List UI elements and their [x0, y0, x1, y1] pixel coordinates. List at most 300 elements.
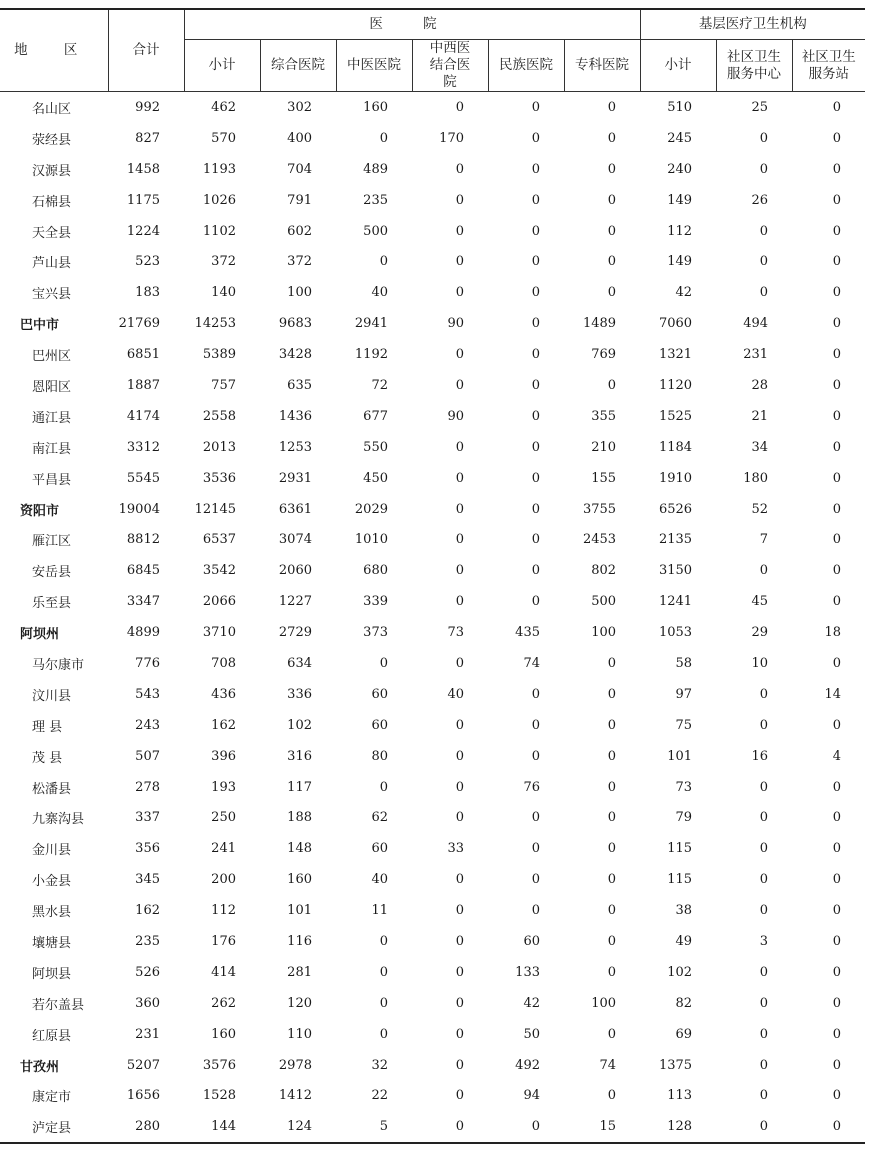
primary-care-group-header: 基层医疗卫生机构: [640, 9, 865, 40]
community-center-value: 0: [759, 285, 769, 301]
community-station-value: 0: [832, 223, 842, 239]
integrated-hospital-value: 0: [455, 347, 464, 363]
region-name: 宝兴县: [32, 287, 72, 303]
community-center-header: 社区卫生服务中心: [716, 40, 792, 92]
specialty-hospital-value: 0: [607, 192, 617, 208]
region-name: 恩阳区: [32, 379, 72, 395]
hospital-subtotal-value: 144: [184, 1111, 260, 1143]
table-row: [0, 370, 865, 401]
region-name: 巴州区: [32, 349, 72, 365]
integrated-hospital-value: 0: [455, 872, 464, 888]
hospital-subtotal-value: 3710: [202, 625, 236, 641]
integrated-hospital-value: 0: [455, 192, 464, 208]
ethnic-hospital-value: 0: [531, 717, 540, 733]
community-station-value: 0: [832, 903, 842, 919]
table-row: [0, 432, 865, 463]
city-row: [0, 1050, 865, 1081]
total-value: 235: [135, 933, 160, 949]
total-value: 1887: [126, 377, 160, 393]
region-name: 小金县: [32, 874, 72, 890]
community-station-value: 0: [832, 563, 842, 579]
specialty-hospital-value: 802: [591, 563, 617, 579]
community-center-value: 7: [759, 532, 769, 548]
specialty-hospital-value: 0: [607, 810, 617, 826]
table-row: [0, 586, 865, 617]
specialty-hospital-value: 100: [591, 625, 617, 641]
total-value: 776: [135, 655, 160, 671]
ethnic-hospital-value: 0: [488, 1111, 564, 1143]
specialty-hospital-value: 0: [607, 1088, 617, 1104]
integrated-hospital-value: 90: [447, 316, 464, 332]
region-column-header: 地 区: [0, 9, 108, 92]
tcm-hospital-value: 0: [379, 655, 388, 671]
table-row: [0, 216, 865, 247]
total-value: 1175: [126, 192, 160, 208]
hospital-subtotal-value: 14253: [194, 316, 236, 332]
total-value: 356: [135, 841, 160, 857]
total-value: 507: [135, 748, 160, 764]
table-row: [0, 833, 865, 864]
ethnic-hospital-value: 0: [531, 99, 540, 115]
tcm-hospital-value: 0: [379, 254, 388, 270]
hospital-subtotal-value: 262: [211, 995, 236, 1011]
total-value: 5545: [126, 470, 160, 486]
total-value: 1656: [126, 1088, 160, 1104]
hospital-subtotal-value: 2558: [202, 408, 236, 424]
total-value: 183: [135, 285, 160, 301]
primary-subtotal-value: 1375: [658, 1057, 693, 1073]
table-row: [0, 277, 865, 308]
primary-subtotal-header: 小计: [640, 40, 716, 92]
community-center-value: 0: [759, 223, 769, 239]
ethnic-hospital-value: 42: [523, 995, 540, 1011]
integrated-hospital-value: 0: [455, 254, 464, 270]
integrated-hospital-value: 0: [455, 285, 464, 301]
integrated-hospital-value: 0: [455, 99, 464, 115]
table-header: [0, 9, 865, 92]
region-name: 名山区: [32, 101, 72, 117]
ethnic-hospital-value: 0: [531, 130, 540, 146]
total-value: 543: [135, 686, 160, 702]
total-value: 3347: [126, 594, 160, 610]
tcm-hospital-header: 中医医院: [336, 40, 412, 92]
hospital-subtotal-value: 162: [211, 717, 236, 733]
general-hospital-value: 188: [287, 810, 312, 826]
hospital-subtotal-value: 1528: [202, 1088, 236, 1104]
community-center-value: 3: [759, 933, 769, 949]
ethnic-hospital-value: 74: [523, 655, 540, 671]
integrated-hospital-value: 0: [455, 903, 464, 919]
community-station-value: 14: [824, 686, 842, 702]
community-station-value: 0: [832, 810, 842, 826]
hospital-subtotal-value: 570: [211, 130, 236, 146]
integrated-hospital-value: 0: [455, 161, 464, 177]
hospital-subtotal-value: 372: [211, 254, 236, 270]
general-hospital-value: 100: [287, 285, 312, 301]
hospital-subtotal-value: 1102: [202, 223, 236, 239]
community-station-value: 0: [832, 964, 842, 980]
community-station-value: 0: [832, 408, 842, 424]
community-station-value: 0: [832, 532, 842, 548]
general-hospital-value: 1253: [278, 439, 312, 455]
region-name: 马尔康市: [32, 657, 85, 673]
primary-subtotal-value: 101: [667, 748, 693, 764]
city-row: [0, 494, 865, 525]
community-center-value: 0: [759, 995, 769, 1011]
general-hospital-value: 9683: [278, 316, 312, 332]
total-value: 21769: [118, 316, 160, 332]
total-value: 1224: [126, 223, 160, 239]
hospital-subtotal-value: 1026: [202, 192, 236, 208]
community-station-value: 0: [832, 872, 842, 888]
community-station-value: 0: [832, 1088, 842, 1104]
integrated-hospital-value: 0: [455, 223, 464, 239]
table-row: [0, 895, 865, 926]
tcm-hospital-value: 40: [371, 285, 388, 301]
primary-subtotal-value: 58: [675, 655, 693, 671]
community-center-value: 0: [759, 1026, 769, 1042]
ethnic-hospital-value: 0: [531, 347, 540, 363]
specialty-hospital-value: 0: [607, 655, 617, 671]
table-row: [0, 339, 865, 370]
hospital-subtotal-value: 396: [211, 748, 236, 764]
tcm-hospital-value: 0: [379, 964, 388, 980]
ethnic-hospital-value: 50: [523, 1026, 540, 1042]
tcm-hospital-value: 60: [371, 841, 388, 857]
region-name: 汶川县: [32, 688, 72, 704]
table-row: [0, 1111, 865, 1143]
table-row: [0, 926, 865, 957]
community-station-value: 0: [832, 377, 842, 393]
primary-subtotal-value: 97: [675, 686, 693, 702]
integrated-hospital-value: 0: [455, 779, 464, 795]
ethnic-hospital-value: 0: [531, 748, 540, 764]
table-row: [0, 123, 865, 154]
general-hospital-value: 101: [287, 903, 312, 919]
health-institutions-table: [0, 8, 865, 1144]
region-name: 南江县: [32, 441, 72, 457]
community-center-value: 0: [759, 1057, 769, 1073]
tcm-hospital-value: 32: [371, 1057, 388, 1073]
community-station-value: 0: [832, 316, 842, 332]
ethnic-hospital-header: 民族医院: [488, 40, 564, 92]
total-value: 5207: [126, 1057, 160, 1073]
total-value: 243: [135, 717, 160, 733]
specialty-hospital-value: 0: [607, 130, 617, 146]
general-hospital-value: 635: [287, 377, 312, 393]
total-column-header: 合计: [108, 9, 184, 92]
community-center-value: 0: [759, 717, 769, 733]
community-station-value: 0: [832, 161, 842, 177]
community-station-value: 18: [824, 625, 842, 641]
region-name: 理 县: [32, 719, 63, 735]
community-center-value: 0: [759, 810, 769, 826]
hospital-subtotal-value: 708: [211, 655, 236, 671]
region-name: 安岳县: [32, 565, 72, 581]
table-row: [0, 648, 865, 679]
specialty-hospital-value: 0: [607, 1026, 617, 1042]
specialty-hospital-value: 0: [607, 933, 617, 949]
tcm-hospital-value: 0: [379, 779, 388, 795]
specialty-hospital-value: 0: [607, 285, 617, 301]
primary-subtotal-value: 115: [667, 872, 693, 888]
hospital-subtotal-value: 436: [211, 686, 236, 702]
general-hospital-value: 2060: [278, 563, 312, 579]
community-station-value: 0: [832, 347, 842, 363]
community-station-value: 0: [832, 192, 842, 208]
total-value: 6845: [126, 563, 160, 579]
community-center-value: 0: [759, 130, 769, 146]
tcm-hospital-value: 680: [363, 563, 388, 579]
community-station-value: 0: [792, 1111, 865, 1143]
ethnic-hospital-value: 0: [531, 686, 540, 702]
tcm-hospital-value: 40: [371, 872, 388, 888]
primary-subtotal-value: 38: [675, 903, 693, 919]
general-hospital-value: 148: [287, 841, 312, 857]
total-value: 4174: [126, 408, 160, 424]
general-hospital-value: 102: [287, 717, 312, 733]
integrated-hospital-value: 0: [455, 964, 464, 980]
ethnic-hospital-value: 94: [523, 1088, 540, 1104]
hospital-subtotal-value: 3576: [202, 1057, 236, 1073]
total-value: 278: [135, 779, 160, 795]
community-station-value: 0: [832, 254, 842, 270]
general-hospital-value: 316: [287, 748, 312, 764]
hospital-subtotal-value: 250: [211, 810, 236, 826]
ethnic-hospital-value: 60: [523, 933, 540, 949]
general-hospital-value: 634: [287, 655, 312, 671]
specialty-hospital-value: 500: [591, 594, 617, 610]
region-name: 石棉县: [32, 194, 72, 210]
table-row: [0, 988, 865, 1019]
ethnic-hospital-value: 0: [531, 161, 540, 177]
specialty-hospital-header: 专科医院: [564, 40, 640, 92]
community-station-value: 0: [832, 995, 842, 1011]
total-value: 4899: [126, 625, 160, 641]
general-hospital-value: 336: [287, 686, 312, 702]
integrated-hospital-value: 0: [412, 1111, 488, 1143]
table-row: [0, 1019, 865, 1050]
community-station-value: 0: [832, 1057, 842, 1073]
total-value: 992: [135, 99, 160, 115]
region-name: 黑水县: [32, 905, 72, 921]
integrated-hospital-value: 33: [447, 841, 464, 857]
primary-subtotal-value: 42: [675, 285, 693, 301]
hospital-subtotal-value: 6537: [202, 532, 236, 548]
specialty-hospital-value: 0: [607, 377, 617, 393]
tcm-hospital-value: 0: [379, 933, 388, 949]
total-value: 3312: [126, 439, 160, 455]
primary-subtotal-value: 75: [675, 717, 693, 733]
community-station-value: 0: [832, 841, 842, 857]
community-center-value: 0: [759, 872, 769, 888]
region-name: 乐至县: [32, 596, 72, 612]
general-hospital-value: 3428: [278, 347, 312, 363]
integrated-hospital-value: 0: [455, 439, 464, 455]
tcm-hospital-value: 80: [371, 748, 388, 764]
integrated-hospital-value: 0: [455, 501, 464, 517]
region-name: 荥经县: [32, 132, 72, 148]
specialty-hospital-value: 0: [607, 779, 617, 795]
total-value: 6851: [126, 347, 160, 363]
ethnic-hospital-value: 0: [531, 501, 540, 517]
primary-subtotal-value: 245: [667, 130, 693, 146]
general-hospital-value: 6361: [278, 501, 312, 517]
integrated-hospital-value: 0: [455, 717, 464, 733]
primary-subtotal-value: 149: [667, 254, 693, 270]
integrated-hospital-value: 40: [447, 686, 464, 702]
tcm-hospital-value: 60: [371, 686, 388, 702]
integrated-hospital-value: 0: [455, 748, 464, 764]
ethnic-hospital-value: 0: [531, 316, 540, 332]
specialty-hospital-value: 0: [607, 841, 617, 857]
ethnic-hospital-value: 133: [515, 964, 540, 980]
primary-subtotal-value: 3150: [658, 563, 693, 579]
ethnic-hospital-value: 0: [531, 563, 540, 579]
specialty-hospital-value: 1489: [582, 316, 617, 332]
total-value: 360: [135, 995, 160, 1011]
tcm-hospital-value: 72: [371, 377, 388, 393]
general-hospital-value: 2931: [278, 470, 312, 486]
table-row: [0, 772, 865, 803]
total-value: 337: [135, 810, 160, 826]
hospital-subtotal-value: 2066: [202, 594, 236, 610]
community-station-value: 0: [832, 779, 842, 795]
primary-subtotal-value: 113: [667, 1088, 693, 1104]
integrated-hospital-value: 73: [447, 625, 464, 641]
table-row: [0, 555, 865, 586]
community-station-value: 0: [832, 1026, 842, 1042]
table-row: [0, 741, 865, 772]
tcm-hospital-value: 2941: [354, 316, 388, 332]
tcm-hospital-value: 160: [363, 99, 388, 115]
community-center-value: 180: [743, 470, 769, 486]
specialty-hospital-value: 2453: [582, 532, 617, 548]
primary-subtotal-value: 128: [640, 1111, 716, 1143]
community-station-value: 0: [832, 655, 842, 671]
primary-subtotal-value: 1241: [658, 594, 693, 610]
total-value: 280: [108, 1111, 184, 1143]
ethnic-hospital-value: 76: [523, 779, 540, 795]
hospital-subtotal-value: 112: [211, 903, 236, 919]
primary-subtotal-value: 510: [667, 99, 693, 115]
general-hospital-value: 117: [287, 779, 312, 795]
region-name: 天全县: [32, 225, 72, 241]
city-row: [0, 617, 865, 648]
community-station-value: 0: [832, 501, 842, 517]
ethnic-hospital-value: 0: [531, 594, 540, 610]
community-center-value: 0: [759, 161, 769, 177]
ethnic-hospital-value: 0: [531, 285, 540, 301]
general-hospital-header: 综合医院: [260, 40, 336, 92]
hospital-subtotal-value: 2013: [202, 439, 236, 455]
general-hospital-value: 3074: [278, 532, 312, 548]
tcm-hospital-value: 373: [363, 625, 388, 641]
community-center-value: 0: [759, 779, 769, 795]
community-station-value: 0: [832, 933, 842, 949]
integrated-hospital-value: 0: [455, 933, 464, 949]
region-name: 平昌县: [32, 472, 72, 488]
ethnic-hospital-value: 0: [531, 192, 540, 208]
region-name: 阿坝县: [32, 966, 72, 982]
integrated-hospital-value: 0: [455, 1026, 464, 1042]
primary-subtotal-value: 1910: [658, 470, 693, 486]
specialty-hospital-value: 0: [607, 903, 617, 919]
community-station-value: 0: [832, 439, 842, 455]
ethnic-hospital-value: 0: [531, 841, 540, 857]
integrated-hospital-value: 0: [455, 377, 464, 393]
total-value: 523: [135, 254, 160, 270]
hospital-subtotal-value: 757: [211, 377, 236, 393]
ethnic-hospital-value: 0: [531, 377, 540, 393]
hospital-subtotal-value: 5389: [202, 347, 236, 363]
region-name: 壤塘县: [32, 935, 72, 951]
specialty-hospital-value: 355: [591, 408, 617, 424]
community-center-value: 0: [759, 686, 769, 702]
community-center-value: 231: [743, 347, 769, 363]
general-hospital-value: 1436: [278, 408, 312, 424]
primary-subtotal-value: 79: [675, 810, 693, 826]
community-station-header: 社区卫生服务站: [792, 40, 865, 92]
primary-subtotal-value: 115: [667, 841, 693, 857]
specialty-hospital-value: 0: [607, 254, 617, 270]
community-center-value: 10: [751, 655, 769, 671]
ethnic-hospital-value: 0: [531, 223, 540, 239]
general-hospital-value: 2729: [278, 625, 312, 641]
tcm-hospital-value: 62: [371, 810, 388, 826]
primary-subtotal-value: 69: [675, 1026, 693, 1042]
table-row: [0, 154, 865, 185]
specialty-hospital-value: 3755: [582, 501, 617, 517]
primary-subtotal-value: 1321: [658, 347, 693, 363]
city-row: [0, 308, 865, 339]
hospital-subtotal-value: 3536: [202, 470, 236, 486]
total-value: 526: [135, 964, 160, 980]
table-row: [0, 1081, 865, 1112]
tcm-hospital-value: 550: [363, 439, 388, 455]
tcm-hospital-value: 339: [363, 594, 388, 610]
tcm-hospital-value: 0: [379, 1026, 388, 1042]
region-name: 汉源县: [32, 163, 72, 179]
tcm-hospital-value: 0: [379, 130, 388, 146]
general-hospital-value: 704: [287, 161, 312, 177]
region-name: 金川县: [32, 843, 72, 859]
table-row: [0, 246, 865, 277]
ethnic-hospital-value: 492: [515, 1057, 540, 1073]
table-row: [0, 802, 865, 833]
region-name: 阿坝州: [20, 627, 60, 643]
specialty-hospital-value: 74: [599, 1057, 617, 1073]
general-hospital-value: 2978: [278, 1057, 312, 1073]
community-center-value: 25: [751, 99, 769, 115]
general-hospital-value: 120: [287, 995, 312, 1011]
community-center-value: 21: [751, 408, 769, 424]
integrated-hospital-value: 0: [455, 995, 464, 1011]
community-station-value: 0: [832, 130, 842, 146]
integrated-hospital-value: 0: [455, 470, 464, 486]
ethnic-hospital-value: 0: [531, 254, 540, 270]
total-value: 345: [135, 872, 160, 888]
community-station-value: 0: [832, 717, 842, 733]
general-hospital-value: 124: [260, 1111, 336, 1143]
table-body: [0, 92, 865, 1144]
total-value: 827: [135, 130, 160, 146]
community-station-value: 0: [832, 285, 842, 301]
primary-subtotal-value: 149: [667, 192, 693, 208]
integrated-hospital-value: 170: [439, 130, 464, 146]
region-name: 通江县: [32, 410, 72, 426]
table-row: [0, 710, 865, 741]
